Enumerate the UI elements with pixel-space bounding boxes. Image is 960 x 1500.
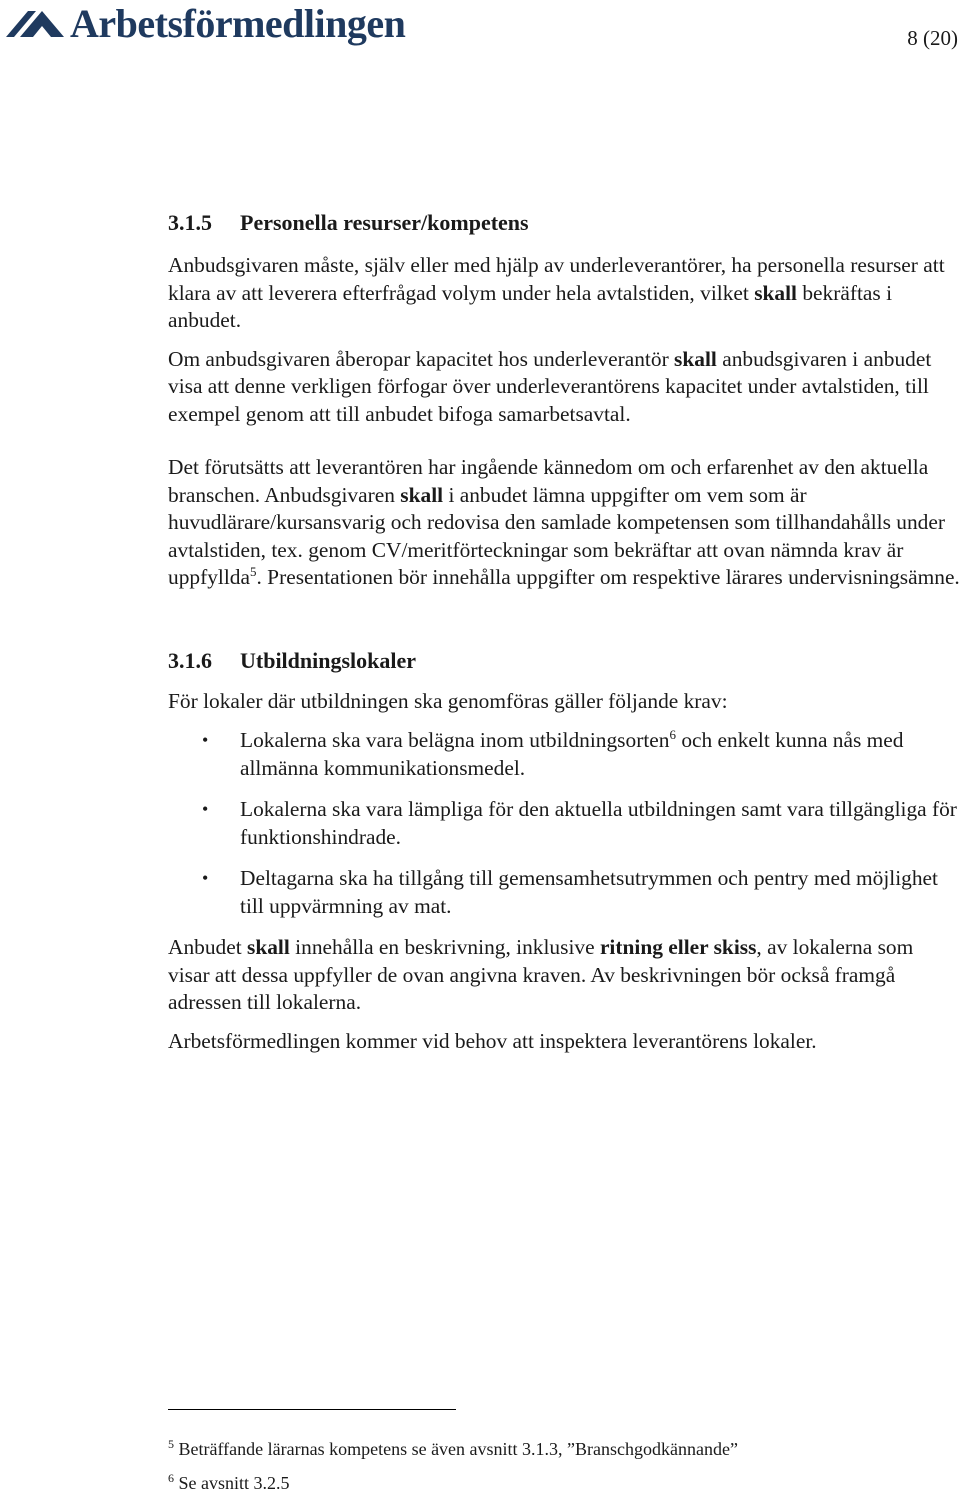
text-run: Lokalerna ska vara belägna inom utbildningsorten (240, 728, 670, 752)
footnote-separator (168, 1409, 456, 1410)
footnote-ref-5[interactable]: 5 (249, 564, 257, 579)
text-run: Anbudet (168, 935, 248, 959)
text-run: , av lokalerna som visar att dessa uppfyller de ovan angivna kraven. Av beskrivningen bör också framgå adressen till lokalerna. (168, 935, 914, 1014)
text-run: Lokalerna ska vara lämpliga för den aktuella utbildningen samt vara tillgängliga för funktionshindrade. (240, 797, 957, 849)
text-run: i anbudet lämna uppgifter om vem som är huvudlärare/kursansvarig och redovisa den samlade kompetensen som tillhandahålls under avtalstiden, tex. genom CV/meritförteckningar som bekräftar att ovan nämnda krav är uppfyllda (168, 482, 945, 589)
paragraph-competence (168, 454, 960, 592)
section-title: Utbildningslokaler (240, 647, 417, 673)
section-heading-316 (168, 646, 960, 676)
emphasis-skall: skall (674, 346, 717, 371)
bullet-icon: • (202, 730, 209, 750)
arbetsformedlingen-logo (6, 1, 406, 46)
paragraph-drawing (168, 934, 960, 1017)
emphasis-drawing: ritning eller skiss (599, 935, 757, 959)
page-header (0, 0, 960, 70)
paragraph-inspection: Arbetsförmedlingen kommer vid behov att inspektera leverantörens lokaler. (168, 1028, 817, 1053)
bullet-icon: • (202, 868, 209, 888)
page-number: 8 (20) (907, 26, 958, 50)
section-number: 3.1.6 (168, 647, 212, 673)
text-run: . Presentationen bör innehålla uppgifter om respektive lärares undervisningsämne. (256, 565, 960, 589)
text-run: innehålla en beskrivning, inklusive (289, 935, 600, 959)
text-run: Deltagarna ska ha tillgång till gemensamhetsutrymmen och pentry med möjlighet till uppvärmning av mat. (240, 866, 938, 918)
text-run: Det förutsätts att leverantören har ingående kännedom om och erfarenhet av den aktuella branschen. Anbudsgivaren (168, 455, 929, 507)
emphasis-skall: skall (754, 280, 797, 305)
list-item (168, 796, 960, 851)
list-item (168, 727, 960, 782)
footnotes (168, 1432, 948, 1500)
paragraph-subcontractor (168, 346, 960, 429)
document-body (168, 208, 960, 1055)
footnote-5 (168, 1432, 948, 1466)
footnote-ref-6[interactable]: 6 (669, 727, 676, 742)
footnote-6 (168, 1466, 948, 1500)
text-run: bekräftas i anbudet. (168, 280, 893, 332)
list-item (168, 865, 960, 920)
footnote-number: 6 (168, 1471, 174, 1485)
emphasis-skall: skall (247, 935, 290, 959)
logo-mark-icon (6, 7, 66, 41)
bullet-icon: • (202, 799, 209, 819)
section-title: Personella resurser/kompetens (240, 210, 529, 235)
text-run: och enkelt kunna nås med allmänna kommunikationsmedel. (240, 728, 904, 780)
requirements-list (168, 727, 960, 920)
section-heading-315 (168, 208, 960, 238)
footnote-text: Se avsnitt 3.2.5 (174, 1473, 290, 1493)
paragraph-premises-intro: För lokaler där utbildningen ska genomföras gäller följande krav: (168, 688, 728, 713)
emphasis-skall: skall (400, 482, 444, 507)
paragraph-resources (168, 252, 960, 335)
section-number: 3.1.5 (168, 210, 212, 235)
logo-text: Arbetsförmedlingen (70, 1, 406, 46)
text-run: anbudsgivaren i anbudet visa att denne verkligen förfogar över underleverantörens kapacitet under avtalstiden, till exempel genom att till anbudet bifoga samarbetsavtal. (168, 346, 932, 426)
text-run: Om anbudsgivaren åberopar kapacitet hos underleverantör (168, 346, 675, 371)
footnote-number: 5 (168, 1437, 174, 1451)
text-run: Anbudsgivaren måste, själv eller med hjälp av underleverantörer, ha personella resurser att klara av att leverera efterfrågad volym under hela avtalstiden, vilket (168, 253, 945, 305)
footnote-text: Beträffande lärarnas kompetens se även avsnitt 3.1.3, ”Branschgodkännande” (174, 1439, 738, 1459)
